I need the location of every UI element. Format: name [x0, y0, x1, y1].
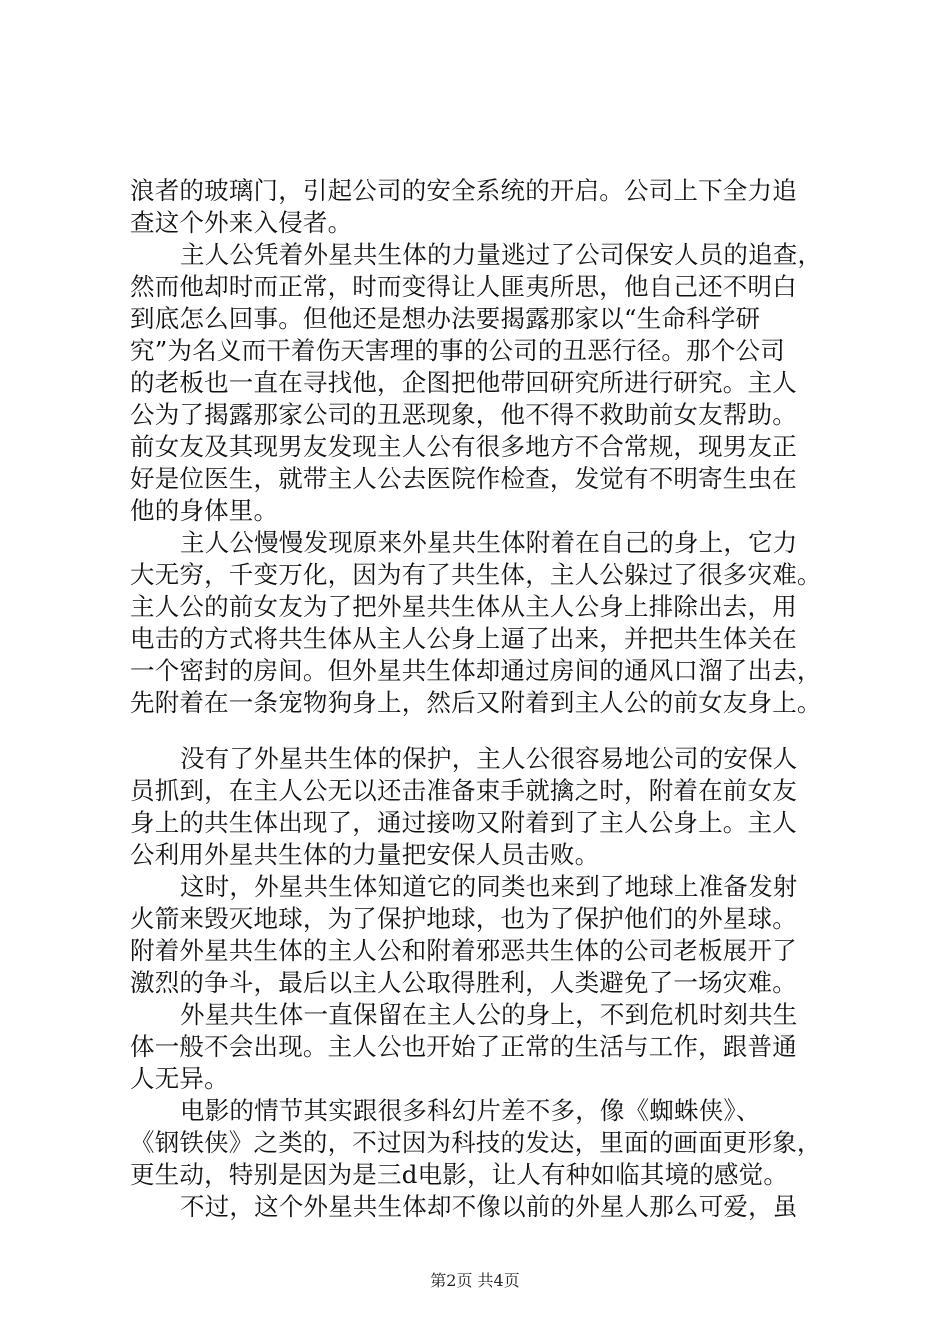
text-line: 究”为名义而干着伤天害理的事的公司的丑恶行径。那个公司 [130, 336, 785, 365]
text-line: 员抓到，在主人公无以还击准备束手就擒之时，附着在前女友 [130, 776, 797, 805]
text-line: 更生动，特别是因为是三d电影，让人有种如临其境的感觉。 [130, 1160, 789, 1189]
text-line: 火箭来毁灭地球，为了保护地球，也为了保护他们的外星球。 [130, 904, 797, 933]
paragraph-start-line: 外星共生体一直保留在主人公的身上，不到危机时刻共生 [180, 1000, 798, 1029]
text-line: 一个密封的房间。但外星共生体却通过房间的通风口溜了出去， [130, 656, 822, 685]
text-line: 主人公的前女友为了把外星共生体从主人公身上排除出去，用 [130, 592, 797, 621]
text-line: 公为了揭露那家公司的丑恶现象，他不得不救助前女友帮助。 [130, 400, 797, 429]
text-line: 大无穷，千变万化，因为有了共生体，主人公躲过了很多灾难。 [130, 560, 822, 589]
text-line: 公利用外星共生体的力量把安保人员击败。 [130, 840, 600, 869]
text-line: 先附着在一条宠物狗身上，然后又附着到主人公的前女友身上。 [130, 688, 822, 717]
text-line: 电击的方式将共生体从主人公身上逼了出来，并把共生体关在 [130, 624, 797, 653]
text-line: 他的身体里。 [130, 496, 279, 525]
text-line: 体一般不会出现。主人公也开始了正常的生活与工作，跟普通 [130, 1032, 797, 1061]
text-line: 好是位医生，就带主人公去医院作检查，发觉有不明寄生虫在 [130, 464, 797, 493]
text-line: 《钢铁侠》之类的，不过因为科技的发达，里面的画面更形象， [130, 1128, 822, 1157]
text-line: 到底怎么回事。但他还是想办法要揭露那家以“生命科学研 [130, 304, 761, 333]
paragraph-start-line: 主人公慢慢发现原来外星共生体附着在自己的身上，它力 [180, 528, 798, 557]
text-line: 附着外星共生体的主人公和附着邪恶共生体的公司老板展开了 [130, 936, 797, 965]
text-line: 查这个外来入侵者。 [130, 208, 353, 237]
paragraph-start-line: 电影的情节其实跟很多科幻片差不多，像《蜘蛛侠》、 [180, 1096, 761, 1125]
text-line: 身上的共生体出现了，通过接吻又附着到了主人公身上。主人 [130, 808, 797, 837]
text-line: 然而他却时而正常，时而变得让人匪夷所思，他自己还不明白 [130, 272, 797, 301]
text-line: 浪者的玻璃门，引起公司的安全系统的开启。公司上下全力追 [130, 176, 797, 205]
paragraph-start-line: 这时，外星共生体知道它的同类也来到了地球上准备发射 [180, 872, 798, 901]
paragraph-start-line: 没有了外星共生体的保护，主人公很容易地公司的安保人 [180, 744, 798, 773]
paragraph-start-line: 主人公凭着外星共生体的力量逃过了公司保安人员的追查， [180, 240, 823, 269]
text-line: 前女友及其现男友发现主人公有很多地方不合常规，现男友正 [130, 432, 797, 461]
text-line: 的老板也一直在寻找他，企图把他带回研究所进行研究。主人 [130, 368, 797, 397]
text-line: 激烈的争斗，最后以主人公取得胜利，人类避免了一场灾难。 [130, 968, 797, 997]
page-number-footer: 第2页 共4页 [430, 1271, 520, 1290]
paragraph-start-line: 不过，这个外星共生体却不像以前的外星人那么可爱，虽 [180, 1192, 798, 1221]
text-line: 人无异。 [130, 1064, 229, 1093]
